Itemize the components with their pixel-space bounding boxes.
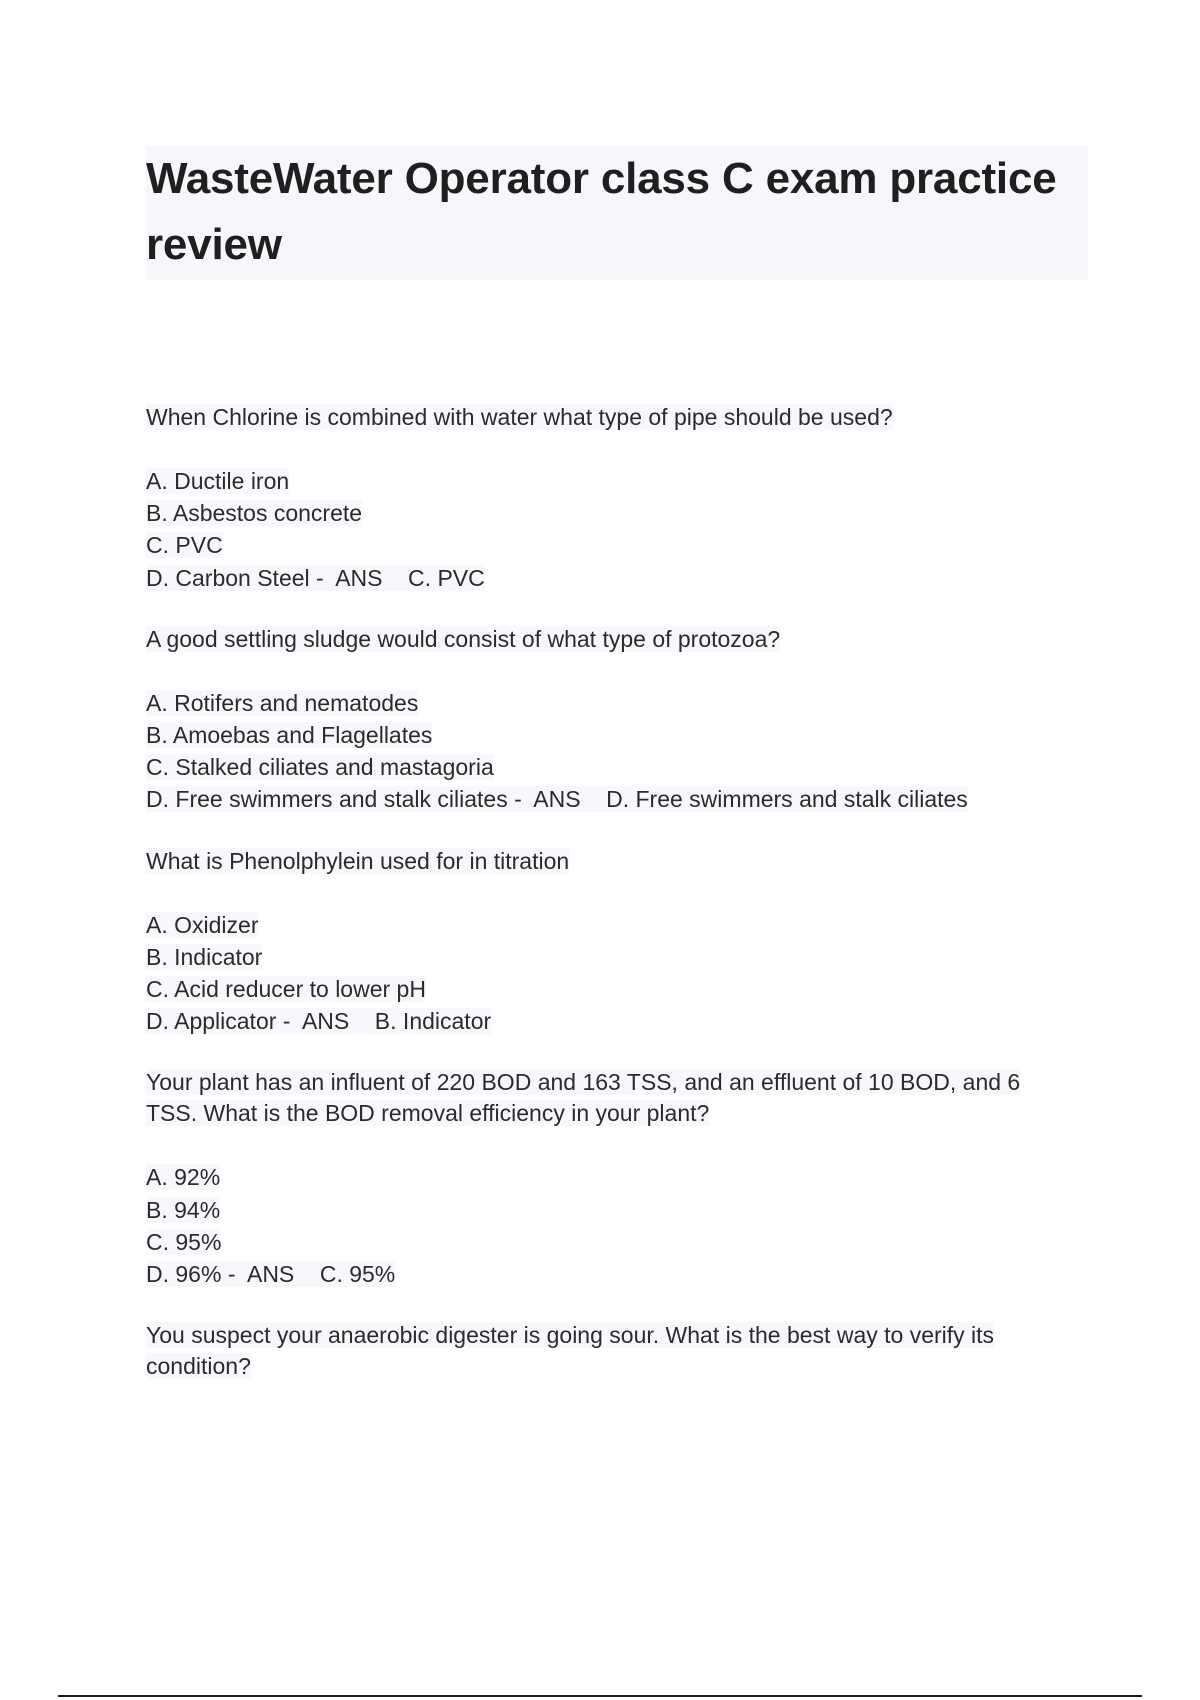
question-text-wrap	[146, 1320, 1076, 1382]
answer-option	[146, 719, 1096, 751]
answer-option	[146, 973, 1096, 1005]
answer-option-text: B. Amoebas and Flagellates	[146, 722, 433, 749]
answer-option-text: B. 94%	[146, 1196, 221, 1223]
answer-option-text: C. Stalked ciliates and mastagoria	[146, 754, 494, 781]
question-text: Your plant has an influent of 220 BOD and 163 TSS, and an effluent of 10 BOD, and 6 TSS. What is the BOD removal efficiency in your plant?	[146, 1069, 1021, 1127]
question-text: When Chlorine is combined with water what type of pipe should be used?	[146, 404, 893, 430]
answer-option-text: D. Carbon Steel - ANS C. PVC	[146, 564, 485, 591]
answer-option	[146, 1258, 1096, 1290]
answer-option	[146, 751, 1096, 783]
question-item-1	[146, 402, 1096, 594]
answer-option	[146, 529, 1096, 561]
answer-option	[146, 1194, 1096, 1226]
answer-options	[146, 465, 1096, 594]
answer-option	[146, 687, 1096, 719]
question-text: You suspect your anaerobic digester is going sour. What is the best way to verify its condition?	[146, 1322, 995, 1380]
question-text: What is Phenolphylein used for in titration	[146, 847, 570, 874]
question-item-4	[146, 1067, 1096, 1290]
footer-divider	[58, 1695, 1142, 1697]
answer-options	[146, 1161, 1096, 1290]
answer-option-text: B. Indicator	[146, 943, 263, 970]
answer-option	[146, 783, 1096, 815]
answer-options	[146, 909, 1096, 1038]
answer-option-text: D. Free swimmers and stalk ciliates - ANS D. Free swimmers and stalk ciliates	[146, 786, 968, 813]
question-text: A good settling sludge would consist of what type of protozoa?	[146, 625, 781, 652]
answer-option	[146, 465, 1096, 497]
question-text-wrap	[146, 846, 1076, 877]
title-block	[146, 146, 1088, 280]
answer-option-text: B. Asbestos concrete	[146, 500, 363, 527]
answer-option-text: A. Ductile iron	[146, 468, 290, 494]
question-text-wrap	[146, 624, 1076, 655]
answer-option	[146, 562, 1096, 594]
answer-options	[146, 687, 1096, 816]
document-title: WasteWater Operator class C exam practice review	[146, 154, 1057, 269]
answer-option-text: A. Rotifers and nematodes	[146, 689, 419, 716]
answer-option-text: C. PVC	[146, 532, 223, 559]
answer-option-text: C. Acid reducer to lower pH	[146, 976, 426, 1003]
answer-option-text: D. Applicator - ANS B. Indicator	[146, 1008, 492, 1035]
question-item-3	[146, 846, 1096, 1038]
answer-option	[146, 1226, 1096, 1258]
answer-option-text: D. 96% - ANS C. 95%	[146, 1261, 396, 1288]
answer-option	[146, 941, 1096, 973]
answer-option	[146, 497, 1096, 529]
question-item-2	[146, 624, 1096, 816]
answer-option	[146, 1005, 1096, 1037]
answer-option-text: C. 95%	[146, 1228, 222, 1255]
question-text-wrap	[146, 402, 1076, 433]
answer-option	[146, 1161, 1096, 1193]
question-list	[146, 402, 1096, 1414]
answer-option	[146, 909, 1096, 941]
answer-option-text: A. Oxidizer	[146, 911, 259, 938]
question-item-5	[146, 1320, 1096, 1382]
question-text-wrap	[146, 1067, 1076, 1129]
answer-option-text: A. 92%	[146, 1164, 221, 1191]
